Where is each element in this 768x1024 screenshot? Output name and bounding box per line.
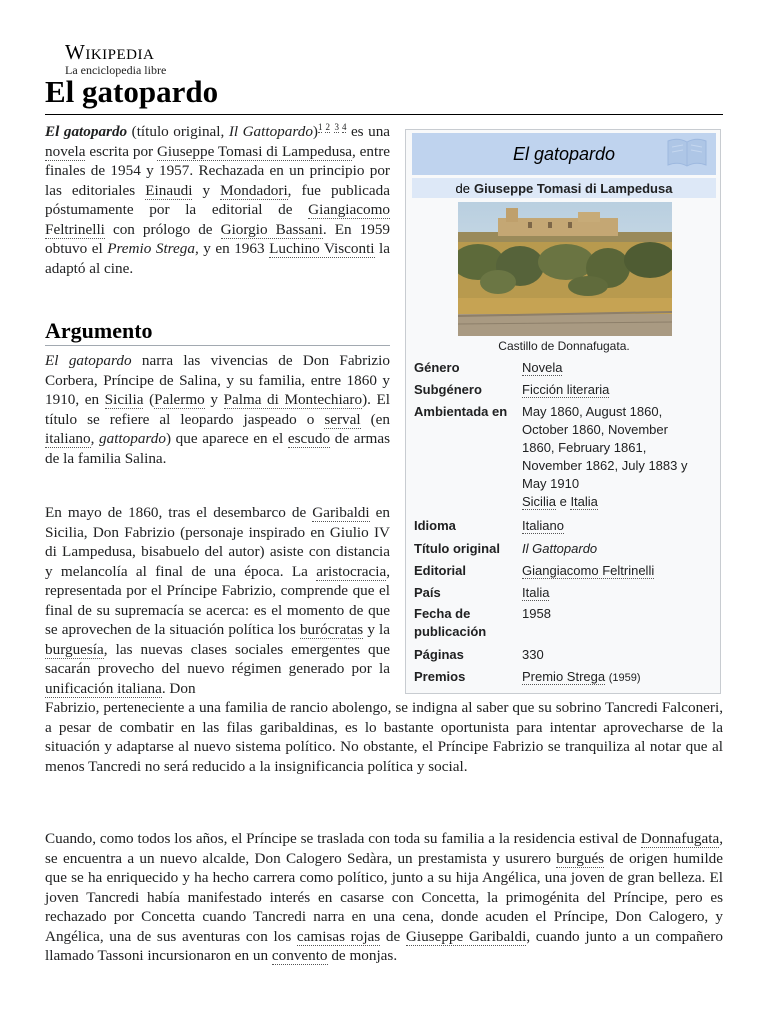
text: , y en 1963 [194, 240, 270, 257]
text: Premio Strega [107, 240, 195, 257]
row-label: País [414, 585, 441, 600]
row-value-link[interactable]: Italia [522, 585, 550, 600]
ref-4[interactable]: 4 [341, 121, 347, 132]
argumento-paragraph-2-continued: Fabrizio, perteneciente a una familia de rancio abolengo, se indigna al saber que su sobrino Tancredi Falconeri, a pesar de combatir en las filas garibaldinas, es lo bastante oportunista para intentar aprovecharse de la situación y adaptarse al nuevo sistema político. No obstante, el Príncipe Fabrizio se tranquiliza al notar que al menos Tancredi no será reducido a la insignificancia política y social. [45, 699, 723, 775]
row-label: Subgénero [414, 382, 482, 397]
text: . En 1959 obtuvo el [45, 220, 391, 257]
argumento-paragraph-1 [45, 351, 390, 468]
book-icon [664, 135, 710, 173]
row-value-link[interactable]: Italiano [522, 518, 564, 533]
row-value-link[interactable]: Sicilia [522, 494, 556, 509]
link-convento[interactable]: convento [271, 947, 328, 964]
ref-1[interactable]: 1 [317, 121, 323, 132]
row-value: Il Gattopardo [522, 541, 598, 556]
text: . Don [161, 679, 196, 697]
row-value-extra: (1959) [608, 672, 641, 684]
logo-wordmark: Wikipedia [65, 40, 155, 64]
text: e [555, 494, 571, 509]
text: Il Gattopardo [228, 123, 313, 140]
text: (en [360, 410, 390, 428]
link-burocratas[interactable]: burócratas [299, 621, 364, 638]
infobox-author-bar [412, 178, 716, 198]
link-novela[interactable]: novela [45, 142, 86, 160]
row-label: Idioma [414, 518, 456, 533]
link-serval[interactable]: serval [324, 410, 361, 428]
text: y [192, 181, 221, 199]
link-escudo[interactable]: escudo [287, 430, 331, 447]
row-label: Ambientada en [414, 404, 508, 419]
link-camisas-rojas[interactable]: camisas rojas [296, 927, 381, 945]
text: , se encuentra a un nuevo alcalde, Don Calogero Sedàra, un prestamista y usurero [45, 830, 723, 867]
link-palma[interactable]: Palma di Montechiaro [223, 391, 363, 408]
link-palermo[interactable]: Palermo [154, 391, 205, 408]
text: , las nuevas clases sociales emergentes que sacarán provecho del nuevo régimen generado por la [45, 640, 390, 677]
argumento-paragraph-3 [45, 829, 723, 966]
infobox-author-link[interactable]: Giuseppe Tomasi di Lampedusa [474, 180, 673, 196]
row-value: 1958 [522, 606, 551, 621]
text: En mayo de 1860, tras el desembarco de [45, 504, 313, 521]
link-unificacion[interactable]: unificación italiana [45, 679, 162, 697]
row-label: Editorial [414, 563, 467, 578]
section-heading-argumento: Argumento [45, 318, 153, 343]
row-value-link[interactable]: Italia [570, 494, 598, 509]
text: ( [143, 391, 155, 408]
text: en Sicilia, Don Fabrizio (personaje inspirado en Giulio IV di Lampedusa, bisabuelo del autor) asiste con distancia y melancolía al final de una época. La [45, 504, 390, 580]
text: de [380, 927, 406, 945]
text: es una [346, 123, 391, 140]
link-garibaldi[interactable]: Garibaldi [312, 504, 370, 521]
infobox-title: El gatopardo [512, 143, 616, 164]
castle-photo[interactable] [458, 202, 672, 336]
link-italiano[interactable]: italiano [45, 430, 91, 447]
row-label: Premios [414, 669, 466, 684]
text: narra las vivencias de Don Fabrizio Corbera, Príncipe de Salina, y su familia, entre 1860 y 1910, en [45, 352, 390, 408]
row-value-link[interactable]: Premio Strega [522, 669, 606, 684]
infobox [405, 129, 721, 694]
row-value-link[interactable]: Novela [522, 360, 563, 375]
image-caption: Castillo de Donnafugata. [498, 339, 630, 353]
text: y [204, 391, 224, 408]
link-einaudi[interactable]: Einaudi [145, 181, 193, 199]
link-visconti[interactable]: Luchino Visconti [269, 240, 375, 257]
row-label: Título original [414, 541, 500, 556]
text: Cuando, como todos los años, el Príncipe se traslada con toda su familia a la residencia estival de [45, 830, 641, 847]
text: ). El título se refiere al leopardo jaspeado o [45, 391, 390, 428]
ref-3[interactable]: 3 [334, 121, 339, 132]
infobox-author-prefix: de [455, 180, 471, 196]
wikipedia-logo[interactable] [65, 40, 166, 78]
ref-2[interactable]: 2 [325, 121, 330, 132]
text: de armas de la familia Salina. [45, 430, 390, 467]
row-value: 330 [522, 647, 544, 662]
section-divider [45, 345, 390, 346]
link-feltrinelli[interactable]: Giangiacomo Feltrinelli [45, 201, 390, 238]
text: , [90, 430, 100, 447]
text: , entre finales de 1954 y 1957. Rechazada en un principio por las editoriales [45, 142, 391, 199]
text: , cuando junto a un compañero llamado Tassoni incursionaron en un [45, 927, 723, 964]
intro-bold-title: El gatopardo [45, 123, 128, 140]
argumento-paragraph-2 [45, 503, 390, 698]
row-label: Género [414, 360, 460, 375]
row-value-link[interactable]: Giangiacomo Feltrinelli [522, 563, 655, 578]
link-bassani[interactable]: Giorgio Bassani [220, 220, 323, 238]
link-mondadori[interactable]: Mondadori [220, 181, 288, 199]
text: (título original, [127, 123, 229, 140]
infobox-title-bar [412, 133, 716, 175]
link-burguesia[interactable]: burguesía [45, 640, 104, 658]
text: ) [312, 123, 318, 140]
text: , representada por el Príncipe Fabrizio, comprende que el final de su supremacía se acerca: es el momento de que se aprovechen de la situación política los [45, 562, 390, 638]
link-burgues[interactable]: burgués [556, 849, 605, 867]
logo-tagline: La enciclopedia libre [65, 63, 167, 77]
row-label: Fecha de publicación [414, 606, 487, 639]
row-value-link[interactable]: Ficción literaria [522, 382, 610, 397]
text: de origen humilde que se ha enriquecido y ha hecho carrera como político, junto a su hija Angélica, una joven de gran belleza. El joven Tancredi había manifestado interés en casarse con Concetta, la primogénita del Príncipe, pero es rechazado por Concetta cuando Tancredi narra en una cena, donde acuden el Príncipe, Don Calogero, y Angélica, una de sus aventuras con los [45, 849, 723, 945]
link-author[interactable]: Giuseppe Tomasi di Lampedusa [156, 142, 352, 160]
page-title: El gatopardo [45, 74, 219, 109]
link-aristocracia[interactable]: aristocracia [316, 562, 387, 580]
row-value: May 1860, August 1860, October 1860, November 1860, February 1861, November 1862, July 1883 y May 1910 [522, 404, 688, 491]
intro-paragraph [45, 122, 390, 278]
row-label: Páginas [414, 647, 464, 662]
text: y la [363, 621, 390, 638]
text: El gatopardo [45, 352, 132, 369]
text: la adaptó al cine. [45, 240, 390, 277]
link-giuseppe-garibaldi[interactable]: Giuseppe Garibaldi [405, 927, 527, 945]
text: de monjas. [327, 947, 398, 964]
text: , fue publicada póstumamente por la editorial de [45, 181, 390, 218]
text: escrita por [85, 142, 157, 160]
text: ) que aparece en el [165, 430, 288, 447]
link-donnafugata[interactable]: Donnafugata [640, 830, 720, 847]
link-sicilia[interactable]: Sicilia [104, 391, 144, 408]
title-divider [45, 114, 723, 115]
text: con prólogo de [104, 220, 221, 238]
text: gattopardo [99, 430, 166, 447]
